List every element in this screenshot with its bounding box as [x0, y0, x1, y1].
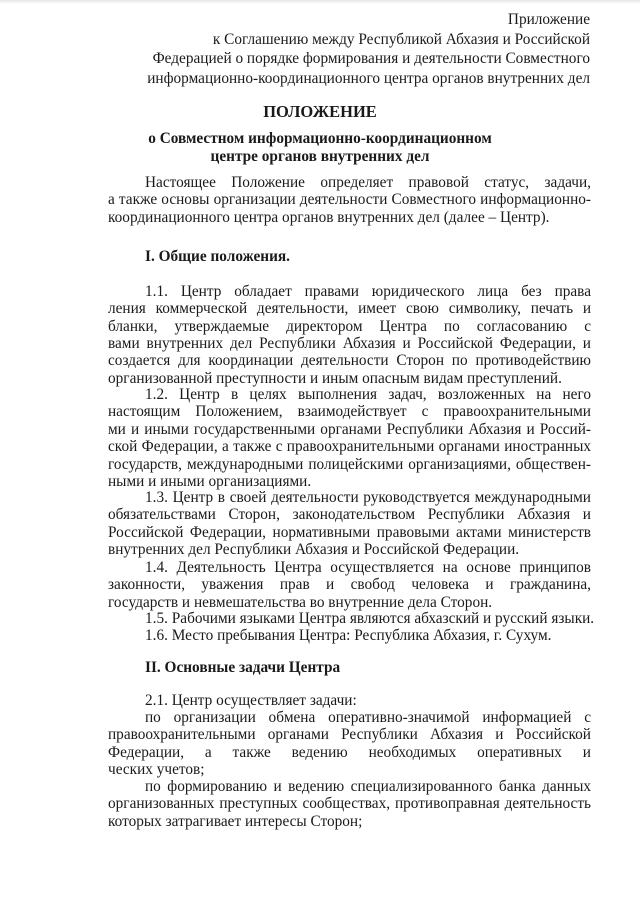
paragraph-line: 1.1. Центр обладает правами юридического лица без права — [145, 283, 591, 300]
paragraph-line: настоящим Положением, взаимодействует с правоохранительными — [108, 403, 591, 421]
header-line: Приложение — [507, 11, 590, 28]
paragraph-line: 1.3. Центр в своей деятельности руководствуется международными — [145, 489, 591, 506]
paragraph-line: Российской Федерации, нормативными правовыми актами министерств — [108, 523, 591, 541]
section-heading: I. Общие положения. — [145, 248, 291, 265]
paragraph-line: 1.6. Место пребывания Центра: Республика Абхазия, г. Сухум. — [145, 627, 552, 644]
paragraph-line: вами внутренних дел Республики Абхазия и Российской Федерации, и — [108, 334, 591, 352]
section-heading: II. Основные задачи Центра — [145, 659, 341, 676]
document-subtitle-line: центре органов внутренних дел — [210, 147, 430, 165]
paragraph-line: ными и иными организациями. — [108, 473, 312, 490]
paragraph-line: 1.2. Центр в целях выполнения задач, возложенных на него — [145, 386, 591, 403]
paragraph-line: внутренних дел Республики Абхазия и Российской Федерации. — [108, 541, 520, 559]
paragraph-line: ления коммерческой деятельности, имеет свою символику, печать и — [108, 300, 591, 318]
paragraph-line: 2.1. Центр осуществляет задачи: — [145, 692, 357, 709]
list-item-line: Федерации, а также ведению необходимых оперативных и — [108, 743, 591, 761]
paragraph-line: ми и иными государственными органами Республики Абхазия и Россий- — [108, 420, 591, 438]
list-item-line: правоохранительными органами Республики Абхазия и Российской — [108, 726, 591, 744]
header-line: информационно-координационного центра органов внутренних дел — [147, 69, 590, 87]
intro-line: координационного центра органов внутренних дел (далее – Центр). — [108, 208, 550, 226]
paragraph-line: государств, международными полицейскими организациями, обществен- — [108, 455, 591, 473]
paragraph-line: законности, уважения прав и свобод человека и гражданина, — [108, 576, 591, 594]
scan-edge-shadow — [0, 0, 640, 4]
paragraph-line: бланки, утверждаемые директором Центра по согласованию с — [108, 317, 591, 335]
list-item-line: которых затрагивает интересы Сторон; — [108, 812, 363, 830]
list-item-line: ческих учетов; — [108, 760, 205, 778]
paragraph-line: обязательствами Сторон, законодательством Республики Абхазия и — [108, 506, 591, 524]
list-item-line: по организации обмена оперативно-значимой информацией с — [145, 709, 591, 726]
header-line: к Соглашению между Республикой Абхазия и Российской — [212, 30, 590, 48]
paragraph-line: создается для координации деятельности Сторон по противодействию — [108, 352, 591, 370]
paragraph-line: 1.4. Деятельность Центра осуществляется на основе принципов — [145, 559, 591, 576]
paragraph-line: ской Федерации, а также с правоохранительными органами иностранных — [108, 438, 591, 456]
intro-line: Настоящее Положение определяет правовой статус, задачи, — [145, 174, 591, 191]
intro-line: а также основы организации деятельности Совместного информационно- — [108, 191, 591, 209]
header-line: Федерацией о порядке формирования и деятельности Совместного — [152, 50, 590, 67]
paragraph-line: организованной преступности и иным опасным видам преступлений. — [108, 369, 562, 387]
document-title: ПОЛОЖЕНИЕ — [263, 102, 377, 121]
list-item-line: по формированию и ведению специализированного банка данных — [145, 778, 591, 795]
paragraph-line: государств и невмешательства во внутренние дела Сторон. — [108, 593, 493, 611]
document-subtitle-line: о Совместном информационно-координационном — [148, 130, 492, 147]
list-item-line: организованных преступных сообществах, противоправная деятельность — [108, 795, 591, 813]
paragraph-line: 1.5. Рабочими языками Центра являются абхазский и русский языки. — [145, 610, 595, 627]
